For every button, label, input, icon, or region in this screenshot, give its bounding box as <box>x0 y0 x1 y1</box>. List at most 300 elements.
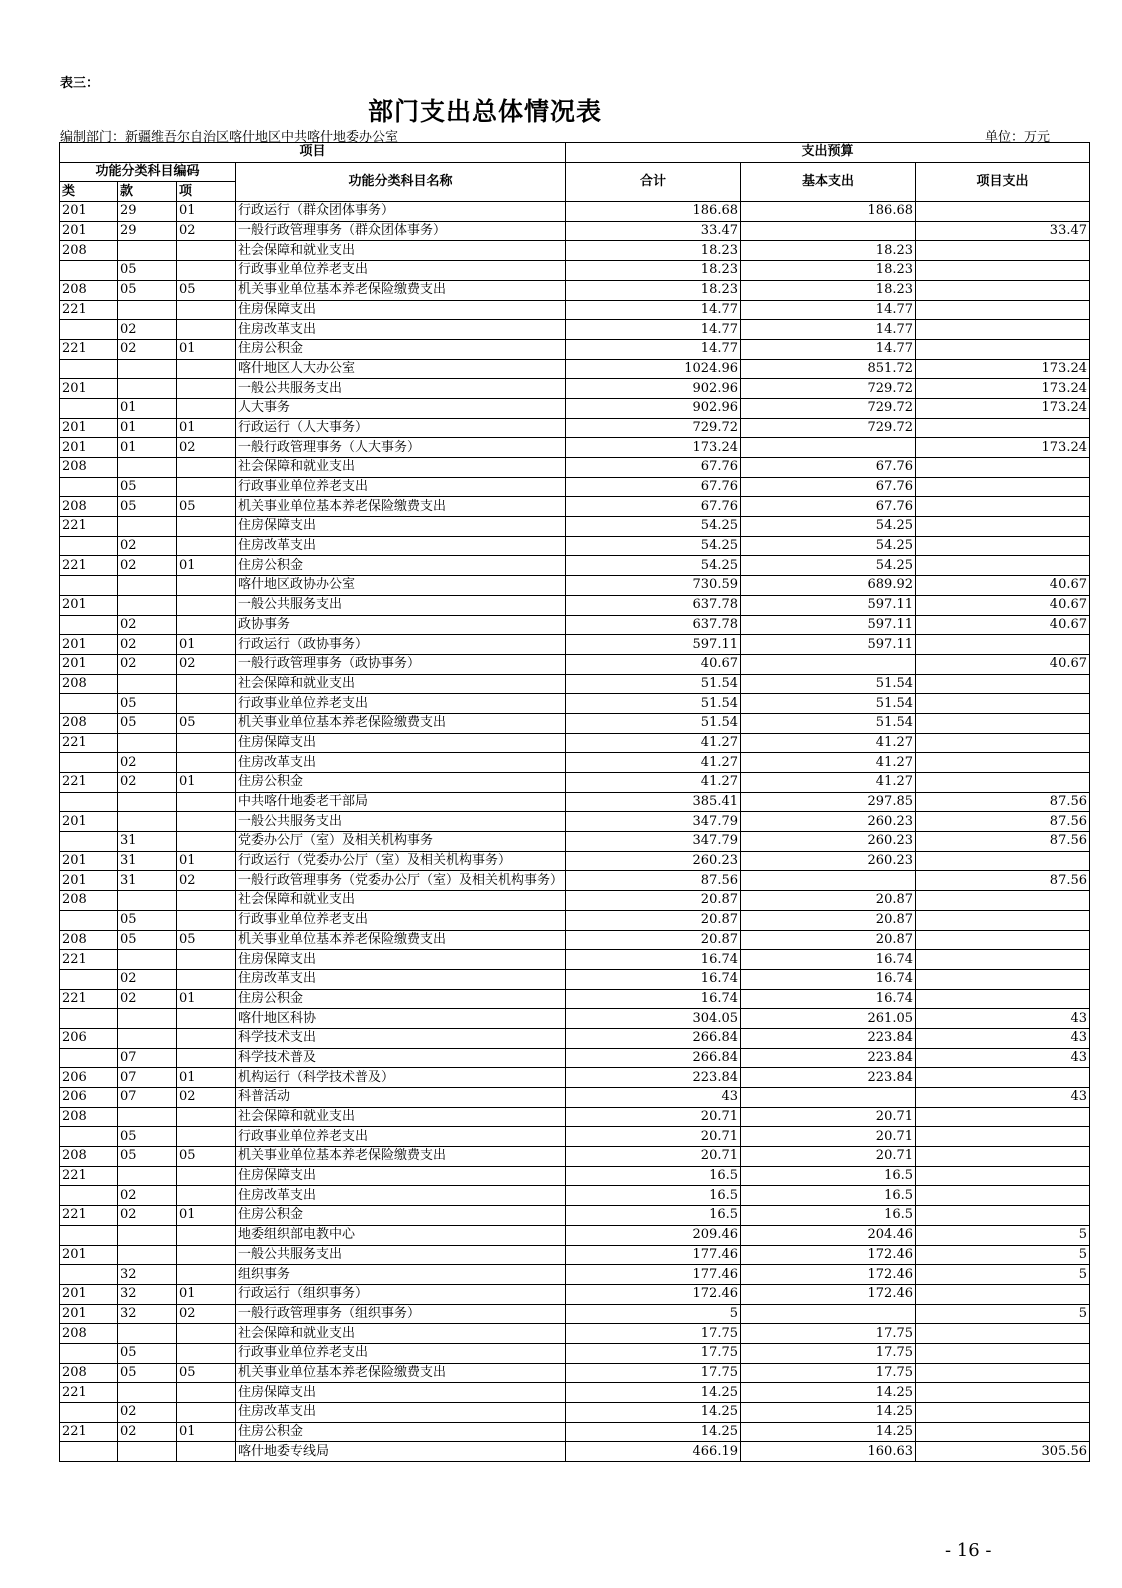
cell-basic-expense: 51.54 <box>741 674 916 694</box>
cell-item-code <box>177 1186 236 1206</box>
cell-basic-expense <box>741 1088 916 1108</box>
cell-subject-name: 机关事业单位基本养老保险缴费支出 <box>236 1363 566 1383</box>
cell-section-code <box>118 674 177 694</box>
cell-project-expense <box>916 418 1090 438</box>
table-row <box>60 1245 1090 1265</box>
table-row <box>60 458 1090 478</box>
cell-item-code <box>177 1048 236 1068</box>
cell-section-code: 02 <box>118 635 177 655</box>
cell-project-expense: 40.67 <box>916 615 1090 635</box>
cell-subject-name: 社会保障和就业支出 <box>236 891 566 911</box>
cell-basic-expense: 54.25 <box>741 536 916 556</box>
table-row <box>60 969 1090 989</box>
cell-section-code: 02 <box>118 773 177 793</box>
cell-basic-expense: 18.23 <box>741 280 916 300</box>
table-row <box>60 1009 1090 1029</box>
cell-subject-name: 喀什地区人大办公室 <box>236 359 566 379</box>
cell-project-expense: 173.24 <box>916 398 1090 418</box>
cell-subject-name: 住房改革支出 <box>236 753 566 773</box>
table-row <box>60 1324 1090 1344</box>
cell-basic-expense: 51.54 <box>741 694 916 714</box>
cell-item-code: 02 <box>177 871 236 891</box>
cell-class-code: 221 <box>60 1206 118 1226</box>
cell-project-expense <box>916 713 1090 733</box>
cell-class-code: 221 <box>60 1383 118 1403</box>
cell-subject-name: 一般公共服务支出 <box>236 812 566 832</box>
cell-class-code: 201 <box>60 1304 118 1324</box>
cell-item-code <box>177 261 236 281</box>
cell-subject-name: 中共喀什地委老干部局 <box>236 792 566 812</box>
cell-item-code <box>177 969 236 989</box>
cell-basic-expense <box>741 221 916 241</box>
cell-subject-name: 人大事务 <box>236 398 566 418</box>
cell-subject-name: 住房公积金 <box>236 1206 566 1226</box>
cell-basic-expense: 172.46 <box>741 1245 916 1265</box>
cell-subject-name: 行政事业单位养老支出 <box>236 261 566 281</box>
cell-section-code: 05 <box>118 1147 177 1167</box>
cell-total: 51.54 <box>566 713 741 733</box>
cell-item-code <box>177 694 236 714</box>
cell-item-code: 02 <box>177 654 236 674</box>
cell-class-code: 221 <box>60 989 118 1009</box>
cell-project-expense <box>916 556 1090 576</box>
cell-project-expense <box>916 497 1090 517</box>
cell-subject-name: 住房保障支出 <box>236 950 566 970</box>
cell-class-code: 208 <box>60 1107 118 1127</box>
cell-class-code: 221 <box>60 1422 118 1442</box>
table-row <box>60 635 1090 655</box>
cell-item-code <box>177 1343 236 1363</box>
cell-total: 16.74 <box>566 989 741 1009</box>
cell-item-code <box>177 753 236 773</box>
expenditure-table <box>59 142 1090 1462</box>
cell-subject-name: 住房公积金 <box>236 1422 566 1442</box>
cell-item-code <box>177 517 236 537</box>
cell-project-expense <box>916 950 1090 970</box>
cell-project-expense <box>916 1186 1090 1206</box>
cell-total: 304.05 <box>566 1009 741 1029</box>
cell-item-code <box>177 674 236 694</box>
cell-subject-name: 住房保障支出 <box>236 1166 566 1186</box>
table-row <box>60 1206 1090 1226</box>
table-row <box>60 989 1090 1009</box>
cell-total: 20.71 <box>566 1127 741 1147</box>
cell-basic-expense: 172.46 <box>741 1284 916 1304</box>
cell-project-expense: 87.56 <box>916 812 1090 832</box>
cell-basic-expense: 689.92 <box>741 576 916 596</box>
cell-project-expense <box>916 261 1090 281</box>
cell-total: 18.23 <box>566 241 741 261</box>
cell-item-code <box>177 595 236 615</box>
cell-item-code <box>177 733 236 753</box>
cell-total: 902.96 <box>566 398 741 418</box>
table-row <box>60 1166 1090 1186</box>
cell-total: 177.46 <box>566 1245 741 1265</box>
cell-total: 597.11 <box>566 635 741 655</box>
table-row <box>60 910 1090 930</box>
cell-item-code <box>177 1245 236 1265</box>
cell-basic-expense: 16.74 <box>741 989 916 1009</box>
cell-subject-name: 机构运行（科学技术普及） <box>236 1068 566 1088</box>
cell-basic-expense: 260.23 <box>741 851 916 871</box>
cell-class-code: 201 <box>60 595 118 615</box>
cell-class-code <box>60 1442 118 1462</box>
cell-item-code <box>177 792 236 812</box>
cell-subject-name: 住房保障支出 <box>236 300 566 320</box>
cell-project-expense <box>916 241 1090 261</box>
cell-section-code: 29 <box>118 221 177 241</box>
cell-item-code: 05 <box>177 713 236 733</box>
cell-project-expense <box>916 1363 1090 1383</box>
cell-section-code <box>118 891 177 911</box>
cell-total: 54.25 <box>566 556 741 576</box>
cell-item-code <box>177 1225 236 1245</box>
cell-item-code <box>177 379 236 399</box>
cell-basic-expense: 597.11 <box>741 595 916 615</box>
cell-subject-name: 社会保障和就业支出 <box>236 1324 566 1344</box>
page-number: - 16 - <box>945 1540 992 1561</box>
cell-item-code: 01 <box>177 418 236 438</box>
cell-section-code: 31 <box>118 871 177 891</box>
header-total: 合计 <box>566 162 741 201</box>
cell-project-expense <box>916 930 1090 950</box>
cell-subject-name: 社会保障和就业支出 <box>236 458 566 478</box>
cell-class-code <box>60 1186 118 1206</box>
cell-section-code <box>118 1383 177 1403</box>
cell-item-code <box>177 1403 236 1423</box>
cell-subject-name: 行政运行（政协事务） <box>236 635 566 655</box>
meta-row <box>60 126 1050 145</box>
cell-item-code <box>177 891 236 911</box>
cell-item-code: 01 <box>177 635 236 655</box>
cell-class-code <box>60 398 118 418</box>
table-row <box>60 615 1090 635</box>
cell-item-code: 01 <box>177 851 236 871</box>
cell-class-code: 201 <box>60 871 118 891</box>
cell-item-code: 05 <box>177 280 236 300</box>
cell-project-expense <box>916 694 1090 714</box>
table-row <box>60 359 1090 379</box>
cell-section-code: 05 <box>118 713 177 733</box>
cell-section-code: 02 <box>118 320 177 340</box>
cell-basic-expense: 16.74 <box>741 950 916 970</box>
table-row <box>60 241 1090 261</box>
cell-subject-name: 住房保障支出 <box>236 517 566 537</box>
cell-section-code: 05 <box>118 280 177 300</box>
cell-class-code <box>60 1127 118 1147</box>
cell-total: 17.75 <box>566 1363 741 1383</box>
cell-item-code: 02 <box>177 221 236 241</box>
table-row <box>60 1343 1090 1363</box>
cell-basic-expense: 16.5 <box>741 1166 916 1186</box>
table-row <box>60 713 1090 733</box>
table-label: 表三： <box>60 76 100 91</box>
cell-class-code: 201 <box>60 654 118 674</box>
cell-item-code <box>177 477 236 497</box>
cell-total: 14.25 <box>566 1422 741 1442</box>
cell-section-code: 02 <box>118 969 177 989</box>
cell-total: 43 <box>566 1088 741 1108</box>
cell-project-expense <box>916 1166 1090 1186</box>
cell-project-expense <box>916 910 1090 930</box>
cell-item-code <box>177 1028 236 1048</box>
cell-section-code: 02 <box>118 1186 177 1206</box>
cell-class-code <box>60 1403 118 1423</box>
cell-subject-name: 一般公共服务支出 <box>236 595 566 615</box>
table-row <box>60 1186 1090 1206</box>
cell-subject-name: 喀什地委专线局 <box>236 1442 566 1462</box>
cell-total: 33.47 <box>566 221 741 241</box>
cell-total: 902.96 <box>566 379 741 399</box>
cell-class-code: 221 <box>60 517 118 537</box>
table-row <box>60 654 1090 674</box>
table-row <box>60 1088 1090 1108</box>
cell-basic-expense: 20.71 <box>741 1107 916 1127</box>
cell-class-code: 208 <box>60 497 118 517</box>
cell-subject-name: 社会保障和就业支出 <box>236 1107 566 1127</box>
table-row <box>60 871 1090 891</box>
cell-project-expense: 5 <box>916 1225 1090 1245</box>
cell-section-code: 07 <box>118 1088 177 1108</box>
cell-total: 14.77 <box>566 300 741 320</box>
cell-class-code <box>60 320 118 340</box>
cell-project-expense <box>916 753 1090 773</box>
table-row <box>60 497 1090 517</box>
cell-total: 14.25 <box>566 1383 741 1403</box>
cell-class-code: 208 <box>60 713 118 733</box>
unit-label: 单位：万元 <box>984 130 1050 145</box>
cell-project-expense: 43 <box>916 1048 1090 1068</box>
cell-total: 186.68 <box>566 202 741 222</box>
cell-total: 16.5 <box>566 1186 741 1206</box>
cell-basic-expense <box>741 1304 916 1324</box>
cell-total: 51.54 <box>566 694 741 714</box>
cell-subject-name: 住房改革支出 <box>236 1403 566 1423</box>
cell-basic-expense: 223.84 <box>741 1028 916 1048</box>
cell-class-code: 201 <box>60 418 118 438</box>
header-project: 项目 <box>60 143 566 163</box>
table-row <box>60 792 1090 812</box>
cell-project-expense: 87.56 <box>916 792 1090 812</box>
cell-class-code: 221 <box>60 773 118 793</box>
cell-section-code: 05 <box>118 694 177 714</box>
table-row <box>60 595 1090 615</box>
table-row <box>60 851 1090 871</box>
cell-total: 1024.96 <box>566 359 741 379</box>
cell-basic-expense: 14.77 <box>741 300 916 320</box>
cell-total: 172.46 <box>566 1284 741 1304</box>
cell-section-code <box>118 1107 177 1127</box>
cell-project-expense <box>916 733 1090 753</box>
cell-total: 260.23 <box>566 851 741 871</box>
table-row <box>60 753 1090 773</box>
cell-class-code: 208 <box>60 1147 118 1167</box>
table-row <box>60 1383 1090 1403</box>
cell-class-code: 206 <box>60 1088 118 1108</box>
cell-section-code: 05 <box>118 477 177 497</box>
cell-total: 16.5 <box>566 1206 741 1226</box>
cell-basic-expense: 54.25 <box>741 517 916 537</box>
cell-total: 14.77 <box>566 339 741 359</box>
table-row <box>60 339 1090 359</box>
cell-total: 41.27 <box>566 733 741 753</box>
cell-section-code <box>118 1009 177 1029</box>
cell-total: 41.27 <box>566 773 741 793</box>
cell-section-code: 02 <box>118 989 177 1009</box>
table-row <box>60 280 1090 300</box>
cell-class-code: 201 <box>60 379 118 399</box>
cell-total: 17.75 <box>566 1343 741 1363</box>
cell-subject-name: 行政运行（党委办公厅（室）及相关机构事务） <box>236 851 566 871</box>
cell-basic-expense <box>741 438 916 458</box>
cell-basic-expense: 67.76 <box>741 477 916 497</box>
cell-class-code <box>60 832 118 852</box>
cell-project-expense: 33.47 <box>916 221 1090 241</box>
cell-project-expense: 305.56 <box>916 1442 1090 1462</box>
cell-total: 5 <box>566 1304 741 1324</box>
cell-basic-expense: 18.23 <box>741 241 916 261</box>
cell-item-code <box>177 1442 236 1462</box>
cell-section-code: 02 <box>118 1422 177 1442</box>
cell-section-code: 07 <box>118 1068 177 1088</box>
cell-subject-name: 党委办公厅（室）及相关机构事务 <box>236 832 566 852</box>
cell-item-code <box>177 1265 236 1285</box>
cell-basic-expense: 729.72 <box>741 418 916 438</box>
cell-item-code: 02 <box>177 438 236 458</box>
cell-basic-expense: 41.27 <box>741 733 916 753</box>
cell-subject-name: 住房公积金 <box>236 989 566 1009</box>
cell-project-expense: 40.67 <box>916 595 1090 615</box>
cell-basic-expense: 16.74 <box>741 969 916 989</box>
cell-total: 20.71 <box>566 1147 741 1167</box>
cell-total: 41.27 <box>566 753 741 773</box>
cell-basic-expense: 729.72 <box>741 398 916 418</box>
cell-project-expense: 173.24 <box>916 438 1090 458</box>
table-row <box>60 398 1090 418</box>
cell-basic-expense: 67.76 <box>741 497 916 517</box>
table-row <box>60 1107 1090 1127</box>
cell-class-code: 201 <box>60 635 118 655</box>
table-row <box>60 261 1090 281</box>
cell-section-code <box>118 733 177 753</box>
table-row <box>60 221 1090 241</box>
table-row <box>60 1225 1090 1245</box>
cell-subject-name: 地委组织部电教中心 <box>236 1225 566 1245</box>
cell-section-code: 02 <box>118 753 177 773</box>
cell-total: 54.25 <box>566 536 741 556</box>
table-row <box>60 517 1090 537</box>
cell-item-code <box>177 1324 236 1344</box>
cell-subject-name: 行政事业单位养老支出 <box>236 477 566 497</box>
cell-basic-expense: 16.5 <box>741 1206 916 1226</box>
cell-class-code <box>60 792 118 812</box>
cell-basic-expense: 160.63 <box>741 1442 916 1462</box>
cell-basic-expense: 14.25 <box>741 1383 916 1403</box>
table-row <box>60 576 1090 596</box>
cell-subject-name: 组织事务 <box>236 1265 566 1285</box>
cell-subject-name: 住房保障支出 <box>236 733 566 753</box>
cell-basic-expense: 16.5 <box>741 1186 916 1206</box>
cell-project-expense: 5 <box>916 1265 1090 1285</box>
cell-subject-name: 一般行政管理事务（群众团体事务） <box>236 221 566 241</box>
cell-section-code <box>118 792 177 812</box>
cell-item-code: 01 <box>177 1206 236 1226</box>
cell-class-code: 206 <box>60 1068 118 1088</box>
cell-total: 20.87 <box>566 891 741 911</box>
cell-project-expense <box>916 1127 1090 1147</box>
cell-subject-name: 住房改革支出 <box>236 320 566 340</box>
cell-project-expense <box>916 674 1090 694</box>
table-row <box>60 812 1090 832</box>
cell-subject-name: 喀什地区政协办公室 <box>236 576 566 596</box>
cell-total: 209.46 <box>566 1225 741 1245</box>
cell-subject-name: 住房改革支出 <box>236 969 566 989</box>
cell-class-code <box>60 969 118 989</box>
cell-basic-expense: 172.46 <box>741 1265 916 1285</box>
cell-item-code: 01 <box>177 1068 236 1088</box>
cell-class-code: 208 <box>60 891 118 911</box>
cell-section-code <box>118 241 177 261</box>
cell-basic-expense: 597.11 <box>741 615 916 635</box>
cell-item-code: 01 <box>177 1422 236 1442</box>
cell-item-code: 01 <box>177 1284 236 1304</box>
cell-total: 67.76 <box>566 458 741 478</box>
cell-class-code <box>60 576 118 596</box>
cell-subject-name: 住房公积金 <box>236 556 566 576</box>
cell-project-expense <box>916 773 1090 793</box>
cell-project-expense <box>916 1107 1090 1127</box>
cell-subject-name: 行政运行（组织事务） <box>236 1284 566 1304</box>
table-row <box>60 1284 1090 1304</box>
cell-basic-expense: 51.54 <box>741 713 916 733</box>
cell-total: 16.74 <box>566 950 741 970</box>
cell-total: 20.87 <box>566 910 741 930</box>
cell-class-code: 208 <box>60 1363 118 1383</box>
cell-section-code <box>118 300 177 320</box>
cell-class-code <box>60 753 118 773</box>
cell-class-code <box>60 1265 118 1285</box>
cell-basic-expense: 20.71 <box>741 1127 916 1147</box>
table-row <box>60 1422 1090 1442</box>
cell-item-code: 01 <box>177 339 236 359</box>
cell-section-code: 05 <box>118 930 177 950</box>
cell-subject-name: 机关事业单位基本养老保险缴费支出 <box>236 713 566 733</box>
cell-class-code: 221 <box>60 339 118 359</box>
cell-item-code: 02 <box>177 1304 236 1324</box>
cell-section-code: 01 <box>118 398 177 418</box>
cell-project-expense <box>916 851 1090 871</box>
cell-total: 177.46 <box>566 1265 741 1285</box>
cell-total: 40.67 <box>566 654 741 674</box>
cell-section-code <box>118 812 177 832</box>
table-row <box>60 1028 1090 1048</box>
cell-class-code: 201 <box>60 1284 118 1304</box>
cell-project-expense: 5 <box>916 1304 1090 1324</box>
cell-total: 347.79 <box>566 832 741 852</box>
cell-project-expense <box>916 300 1090 320</box>
cell-class-code: 201 <box>60 202 118 222</box>
cell-class-code: 208 <box>60 1324 118 1344</box>
cell-subject-name: 行政事业单位养老支出 <box>236 1127 566 1147</box>
cell-project-expense: 43 <box>916 1028 1090 1048</box>
cell-basic-expense: 14.25 <box>741 1403 916 1423</box>
cell-item-code <box>177 1107 236 1127</box>
cell-item-code <box>177 1166 236 1186</box>
cell-item-code <box>177 832 236 852</box>
table-body <box>60 202 1090 1462</box>
cell-total: 18.23 <box>566 261 741 281</box>
table-row <box>60 733 1090 753</box>
